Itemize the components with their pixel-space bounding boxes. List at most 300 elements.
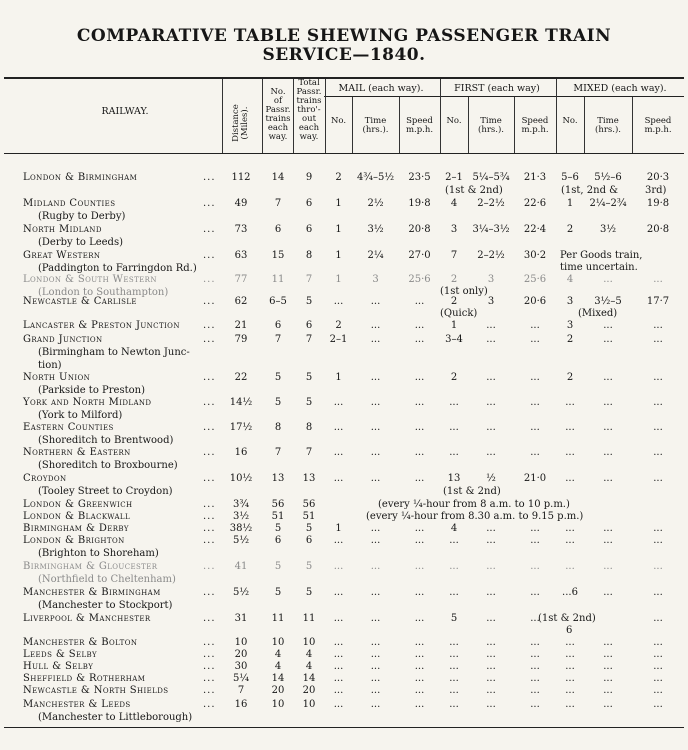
railway-name: Midland Counties (23, 198, 116, 209)
note-first-only: (1st only) (440, 286, 488, 297)
cell-mixed-no: 2 (566, 224, 574, 235)
cell-passr: 10 (271, 637, 285, 648)
cell-mail-time: ... (370, 637, 381, 648)
leader-dots: ... (203, 250, 216, 261)
header-railway: RAILWAY. (101, 106, 149, 117)
cell-dist: 17½ (229, 422, 253, 433)
note-mixed-class: (1st, 2nd & (561, 185, 619, 196)
table-row (0, 372, 688, 396)
leader-dots: ... (203, 685, 216, 696)
leader-dots: ... (203, 372, 216, 383)
cell-mail-no: ... (333, 535, 344, 546)
cell-first-no: ... (449, 535, 459, 546)
cell-total: 6 (305, 198, 313, 209)
railway-name: North Midland (23, 224, 102, 235)
sub-header: Speed m.p.h. (644, 116, 672, 135)
cell-mail-speed: 25·6 (408, 274, 431, 285)
cell-first-time: ... (486, 661, 496, 672)
cell-dist: 5¼ (232, 673, 250, 684)
cell-mixed-speed: ... (653, 274, 663, 285)
cell-first-speed: ... (530, 649, 540, 660)
cell-mail-speed: ... (414, 685, 425, 696)
leader-dots: ... (203, 649, 216, 660)
leader-dots: ... (203, 499, 216, 510)
page-subtitle: SERVICE—1840. (262, 45, 426, 65)
railway-name: Manchester & Bolton (23, 637, 138, 648)
cell-mail-speed: ... (414, 699, 425, 710)
note-quick: (Quick) (440, 308, 478, 319)
cell-mail-time: ... (370, 673, 381, 684)
cell-mail-no: 2 (335, 320, 342, 331)
leader-dots: ... (203, 613, 216, 624)
cell-first-no: 1 (450, 320, 458, 331)
cell-passr: 6 (274, 224, 282, 235)
cell-mail-time: ... (370, 613, 381, 624)
cell-mail-time: ... (370, 447, 381, 458)
cell-dist: 62 (234, 296, 248, 307)
cell-first-time: ... (486, 397, 496, 408)
cell-total: 6 (305, 320, 313, 331)
cell-total: 5 (305, 561, 313, 572)
cell-first-time: 3 (487, 296, 495, 307)
cell-dist: 63 (234, 250, 248, 261)
leader-dots: ... (203, 673, 216, 684)
railway-name: York and North Midland (23, 397, 152, 408)
sub-header: Time (hrs.). (478, 116, 504, 135)
cell-dist: 16 (234, 699, 248, 710)
cell-mail-no: ... (333, 637, 344, 648)
railway-name: Croydon (23, 473, 67, 484)
cell-first-speed: ... (530, 685, 540, 696)
cell-mixed-no: ... (565, 561, 575, 572)
cell-first-speed: 22·6 (523, 198, 547, 209)
sub-header: No. (330, 116, 347, 126)
cell-mixed-time: 3½ (599, 224, 617, 235)
cell-mail-speed: ... (414, 523, 425, 534)
cell-mail-time: ... (370, 523, 381, 534)
cell-passr: 11 (271, 274, 285, 285)
cell-passr: 8 (274, 422, 282, 433)
cell-first-speed: 22·4 (523, 224, 547, 235)
cell-first-time: ... (486, 334, 496, 345)
cell-mixed-time: ... (603, 661, 613, 672)
cell-mixed-no: 2 (566, 334, 574, 345)
cell-passr: 10 (271, 699, 285, 710)
note-first-class: (1st & 2nd) (445, 185, 503, 196)
cell-dist: 5½ (232, 535, 250, 546)
cell-mail-no: 1 (335, 523, 342, 534)
cell-mail-time: ... (370, 535, 381, 546)
cell-mail-no: ... (333, 422, 344, 433)
cell-mail-speed: ... (414, 397, 425, 408)
cell-passr: 6–5 (269, 296, 287, 307)
leader-dots: ... (203, 523, 216, 534)
cell-mixed-no: 5–6 (561, 172, 579, 183)
cell-mixed-time: ... (603, 422, 613, 433)
header-passr-trains: No. of Passr. trains each way. (265, 87, 291, 142)
note-mixed-class-cont: 3rd) (645, 185, 667, 196)
cell-first-time: ... (486, 699, 496, 710)
cell-passr: 51 (271, 511, 285, 522)
leader-dots: ... (203, 637, 216, 648)
cell-mail-speed: ... (414, 649, 425, 660)
note-greenwich-frequency: (every ¼-hour from 8 a.m. to 10 p.m.) (378, 499, 570, 510)
cell-total: 7 (305, 274, 313, 285)
cell-first-speed: 21·0 (523, 473, 547, 484)
cell-mail-no: ... (333, 685, 344, 696)
leader-dots: ... (203, 511, 216, 522)
cell-first-no: 2–1 (445, 172, 463, 183)
railway-section: (Northfield to Cheltenham) (38, 574, 176, 585)
cell-dist: 3¾ (232, 499, 250, 510)
cell-mixed-time: ... (603, 523, 613, 534)
cell-passr: 5 (274, 397, 282, 408)
cell-passr: 5 (274, 587, 282, 598)
cell-first-time: ... (486, 372, 496, 383)
cell-first-no: ... (449, 661, 459, 672)
railway-section: (Tooley Street to Croydon) (38, 486, 173, 497)
cell-dist: 5½ (232, 587, 250, 598)
cell-first-time: ... (486, 320, 496, 331)
table-row (0, 587, 688, 611)
cell-first-speed: ... (530, 334, 540, 345)
cell-first-no: ... (449, 397, 459, 408)
cell-mixed-time: 2¼–2¾ (589, 198, 627, 209)
header-mail: MAIL (each way). (338, 83, 424, 94)
cell-mixed-no: 4 (566, 274, 574, 285)
cell-mail-time: ... (370, 334, 381, 345)
leader-dots: ... (203, 661, 216, 672)
cell-mixed-no: ... (565, 422, 575, 433)
sub-header: Speed m.p.h. (521, 116, 549, 135)
cell-dist: 7 (237, 685, 245, 696)
cell-mixed-speed: ... (653, 447, 663, 458)
leader-dots: ... (203, 334, 216, 345)
cell-mixed-no: ... (565, 649, 575, 660)
cell-first-speed: ... (530, 523, 540, 534)
note-goods-train: Per Goods train, (560, 250, 643, 261)
cell-mixed-speed: ... (653, 673, 663, 684)
cell-first-speed: 25·6 (523, 274, 547, 285)
railway-name: London & Greenwich (23, 499, 133, 510)
cell-first-speed: ... (530, 397, 540, 408)
cell-first-speed: ... (530, 422, 540, 433)
cell-mail-speed: ... (414, 661, 425, 672)
cell-total: 4 (305, 649, 313, 660)
sub-header: Speed m.p.h. (405, 116, 434, 135)
group-header-rule (324, 96, 684, 97)
cell-mixed-time: ... (603, 334, 613, 345)
cell-mail-no: ... (333, 473, 344, 484)
cell-mail-no: ... (333, 673, 344, 684)
cell-mail-no: 1 (335, 224, 342, 235)
cell-mixed-no: ... (565, 473, 575, 484)
cell-first-speed: ... (530, 673, 540, 684)
cell-mail-speed: ... (414, 473, 425, 484)
leader-dots: ... (203, 447, 216, 458)
cell-mixed-no: 2 (566, 372, 574, 383)
cell-total: 20 (302, 685, 316, 696)
cell-mixed-time: 5½–6 (594, 172, 622, 183)
cell-passr: 4 (274, 649, 282, 660)
header-first: FIRST (each way) (454, 83, 540, 94)
cell-first-time: ... (486, 587, 496, 598)
cell-mixed-speed: ... (653, 473, 663, 484)
cell-mixed-speed: 17·7 (646, 296, 670, 307)
cell-mixed-no: 3 (566, 296, 574, 307)
cell-first-time: ... (486, 649, 496, 660)
cell-first-time: 5¼–5¾ (472, 172, 510, 183)
cell-mail-speed: ... (414, 372, 425, 383)
railway-name: Leeds & Selby (23, 649, 97, 660)
cell-mixed-time: ... (603, 561, 613, 572)
cell-mixed-speed: ... (653, 561, 663, 572)
cell-mail-no: ... (333, 649, 344, 660)
cell-mixed-speed: 19·8 (646, 198, 670, 209)
table-row (0, 649, 688, 661)
cell-mail-speed: ... (414, 422, 425, 433)
cell-first-time: 2–2½ (477, 250, 505, 261)
cell-first-speed: ... (530, 613, 540, 624)
cell-mixed-no: ...6 (562, 587, 578, 598)
cell-first-no: ... (449, 422, 459, 433)
cell-total: 9 (305, 172, 313, 183)
cell-first-time: ... (486, 561, 496, 572)
table-row (0, 561, 688, 585)
cell-passr: 5 (274, 561, 282, 572)
cell-first-time: ... (486, 685, 496, 696)
cell-mail-time: 4¾–5½ (356, 172, 395, 183)
cell-total: 5 (305, 587, 313, 598)
cell-passr: 20 (271, 685, 285, 696)
cell-first-speed: ... (530, 535, 540, 546)
railway-name: London & Brighton (23, 535, 125, 546)
cell-total: 13 (302, 473, 316, 484)
railway-section: (Paddington to Farringdon Rd.) (38, 263, 197, 274)
cell-mail-no: 1 (335, 274, 342, 285)
cell-first-no: ... (449, 561, 459, 572)
cell-mail-speed: ... (414, 587, 425, 598)
cell-mixed-no: ... (565, 447, 575, 458)
railway-name: Grand Junction (23, 334, 103, 345)
cell-first-time: ... (486, 673, 496, 684)
sub-header: No. (562, 116, 578, 126)
leader-dots: ... (203, 422, 216, 433)
cell-total: 51 (302, 511, 316, 522)
leader-dots: ... (203, 397, 216, 408)
railway-section: (Derby to Leeds) (38, 237, 123, 248)
table-row (0, 422, 688, 446)
cell-first-no: ... (449, 649, 459, 660)
railway-section: (London to Southampton) (38, 287, 169, 298)
cell-first-speed: ... (530, 587, 540, 598)
railway-name: Hull & Selby (23, 661, 94, 672)
cell-mixed-no: ... (565, 523, 575, 534)
cell-total: 10 (302, 699, 316, 710)
cell-mail-no: ... (333, 587, 344, 598)
cell-mail-no: ... (333, 296, 344, 307)
note-croydon-class: (1st & 2nd) (443, 486, 501, 497)
cell-mixed-speed: ... (653, 535, 663, 546)
cell-first-time: ... (486, 422, 496, 433)
cell-mail-speed: ... (414, 535, 425, 546)
cell-first-time: 2–2½ (477, 198, 505, 209)
cell-mixed-speed: ... (653, 637, 663, 648)
railway-name: Birmingham & Derby (23, 523, 129, 534)
cell-total: 11 (302, 613, 316, 624)
cell-first-no: 3 (450, 224, 458, 235)
railway-name: Great Western (23, 250, 101, 261)
cell-mixed-speed: ... (653, 661, 663, 672)
cell-mixed-speed: ... (653, 523, 663, 534)
cell-dist: 112 (231, 172, 251, 183)
cell-dist: 3½ (232, 511, 250, 522)
cell-total: 5 (305, 523, 313, 534)
cell-mixed-speed: ... (653, 699, 663, 710)
cell-first-time: ... (486, 535, 496, 546)
cell-mixed-time: ... (603, 447, 613, 458)
railway-section: (Manchester to Littleborough) (38, 712, 193, 723)
header-bottom-rule (4, 153, 684, 154)
leader-dots: ... (203, 320, 216, 331)
note-goods-train-cont: time uncertain. (560, 262, 638, 273)
cell-total: 6 (305, 535, 313, 546)
cell-mixed-no: ... (565, 397, 575, 408)
cell-mail-no: ... (333, 699, 344, 710)
cell-total: 7 (305, 447, 313, 458)
cell-mixed-speed: ... (653, 649, 663, 660)
cell-dist: 14½ (229, 397, 253, 408)
railway-name: Newcastle & North Shields (23, 685, 169, 696)
cell-mail-no: ... (333, 447, 344, 458)
cell-total: 10 (302, 637, 316, 648)
table-bottom-rule (4, 727, 684, 728)
cell-total: 7 (305, 334, 313, 345)
cell-first-no: 3–4 (445, 334, 463, 345)
leader-dots: ... (203, 296, 216, 307)
cell-mixed-time: ... (603, 685, 613, 696)
cell-first-time: ... (486, 523, 496, 534)
header-total-trains: Total Passr. trains thro'- out each way. (296, 78, 322, 142)
cell-passr: 7 (274, 334, 282, 345)
cell-first-time: ... (486, 637, 496, 648)
cell-mixed-time: ... (603, 372, 613, 383)
cell-dist: 31 (234, 613, 248, 624)
leader-dots: ... (203, 561, 216, 572)
cell-total: 5 (305, 372, 313, 383)
cell-mixed-speed: ... (653, 422, 663, 433)
cell-first-speed: 21·3 (523, 172, 547, 183)
cell-passr: 5 (274, 372, 282, 383)
cell-passr: 7 (274, 447, 282, 458)
cell-mail-speed: 19·8 (408, 198, 431, 209)
cell-passr: 11 (271, 613, 285, 624)
cell-first-no: ... (449, 587, 459, 598)
railway-name: Liverpool & Manchester (23, 613, 151, 624)
cell-total: 8 (305, 250, 313, 261)
cell-mail-time: ... (370, 320, 381, 331)
cell-passr: 13 (271, 473, 285, 484)
cell-first-no: 4 (450, 198, 458, 209)
railway-name: Northern & Eastern (23, 447, 131, 458)
cell-mail-speed: ... (414, 296, 425, 307)
note-lm-class: (1st & 2nd) (538, 613, 596, 624)
cell-mail-speed: ... (414, 613, 425, 624)
cell-mixed-time: ... (603, 274, 613, 285)
cell-mail-time: ... (370, 661, 381, 672)
cell-passr: 14 (271, 673, 285, 684)
header-mixed: MIXED (each way). (573, 83, 667, 94)
cell-mixed-no: ... (565, 535, 575, 546)
cell-mail-time: ... (370, 649, 381, 660)
cell-mail-time: 3 (372, 274, 379, 285)
cell-dist: 79 (234, 334, 248, 345)
table-row (0, 172, 688, 184)
cell-first-no: 2 (450, 296, 458, 307)
cell-total: 4 (305, 661, 313, 672)
cell-passr: 7 (274, 198, 282, 209)
leader-dots: ... (203, 224, 216, 235)
cell-mixed-speed: ... (653, 320, 663, 331)
cell-passr: 15 (271, 250, 285, 261)
cell-first-speed: ... (530, 447, 540, 458)
cell-dist: 10 (234, 637, 248, 648)
cell-mixed-speed: ... (653, 685, 663, 696)
table-row (0, 296, 688, 308)
railway-section-cont: tion) (38, 360, 62, 371)
railway-name: Lancaster & Preston Junction (23, 320, 180, 331)
cell-mixed-no: ... (565, 673, 575, 684)
cell-mixed-time: ... (603, 535, 613, 546)
cell-mixed-speed: 20·3 (646, 172, 670, 183)
cell-total: 14 (302, 673, 316, 684)
cell-passr: 56 (271, 499, 285, 510)
cell-first-speed: ... (530, 320, 540, 331)
cell-dist: 30 (234, 661, 248, 672)
cell-dist: 73 (234, 224, 248, 235)
cell-first-speed: ... (530, 372, 540, 383)
table-row (0, 499, 688, 511)
cell-first-no: ... (449, 673, 459, 684)
cell-first-no: ... (449, 447, 459, 458)
cell-mail-time: ... (370, 397, 381, 408)
railway-section: (Shoreditch to Brentwood) (38, 435, 174, 446)
cell-mail-speed: ... (414, 561, 425, 572)
cell-dist: 16 (234, 447, 248, 458)
cell-total: 8 (305, 422, 313, 433)
cell-first-speed: 20·6 (523, 296, 547, 307)
table-row (0, 224, 688, 248)
sub-header: No. (446, 116, 462, 126)
cell-mixed-time: ... (603, 673, 613, 684)
railway-section: (Brighton to Shoreham) (38, 548, 159, 559)
table-row (0, 685, 688, 697)
leader-dots: ... (203, 172, 216, 183)
cell-passr: 4 (274, 661, 282, 672)
cell-passr: 6 (274, 535, 282, 546)
leader-dots: ... (203, 699, 216, 710)
leader-dots: ... (203, 535, 216, 546)
cell-mail-no: ... (333, 613, 344, 624)
header-distance: Distance (Miles). (231, 104, 250, 142)
cell-mixed-speed: ... (653, 372, 663, 383)
cell-mail-no: 1 (335, 198, 342, 209)
note-blackwall-frequency: (every ¼-hour from 8.30 a.m. to 9.15 p.m.) (366, 511, 584, 522)
table-row (0, 320, 688, 332)
cell-mail-no: 2 (335, 172, 342, 183)
cell-mail-speed: ... (414, 334, 425, 345)
table-row (0, 397, 688, 421)
